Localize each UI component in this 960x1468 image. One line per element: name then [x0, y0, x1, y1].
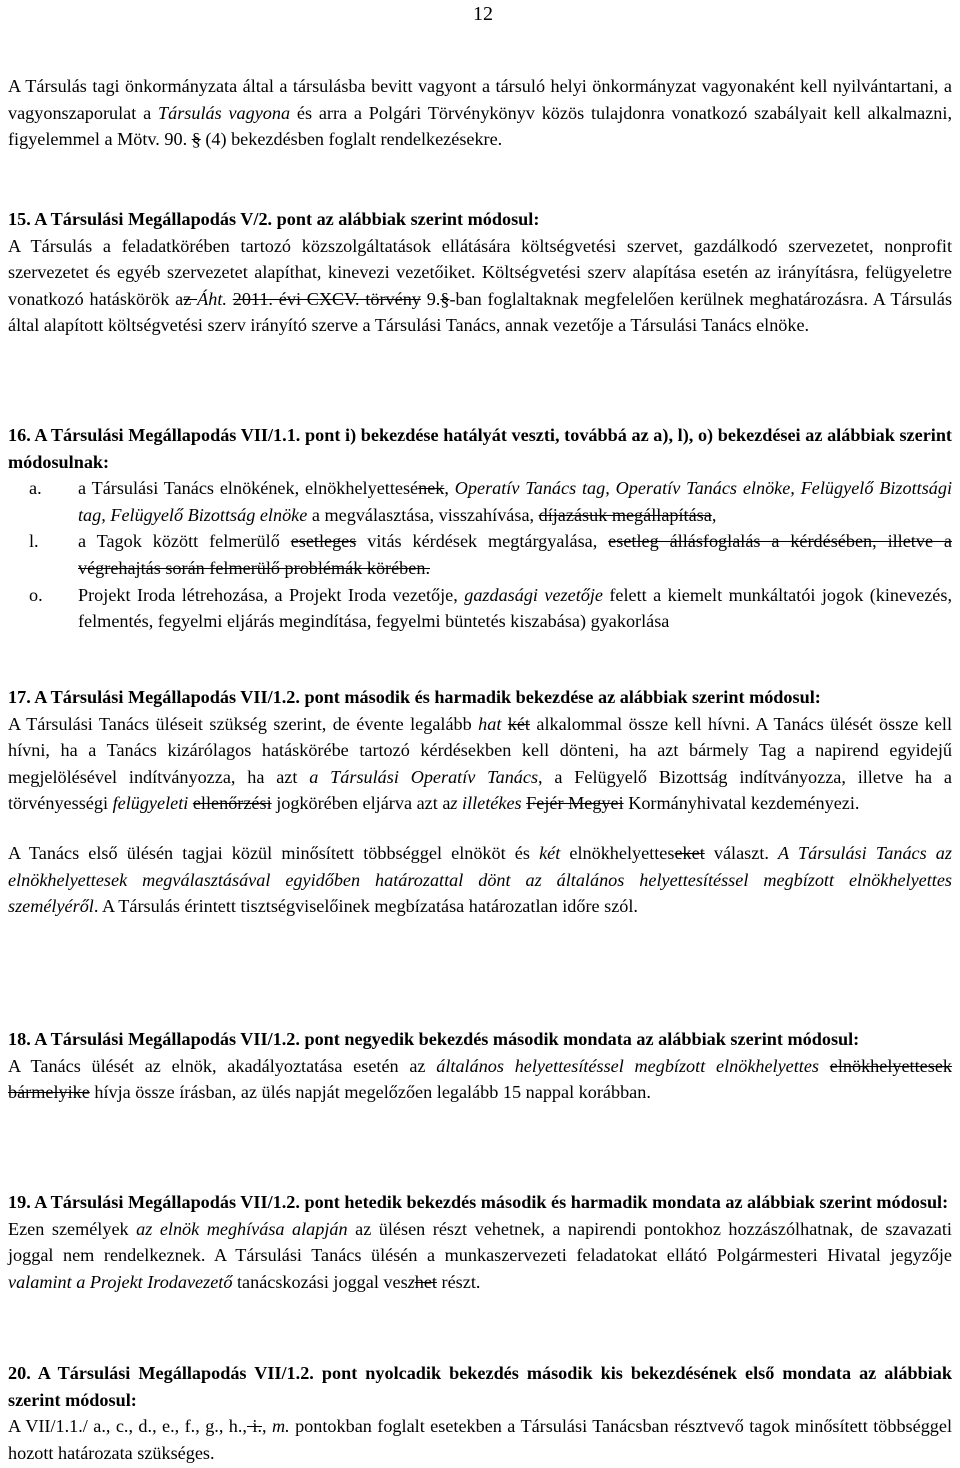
section-15-heading: 15. A Társulási Megállapodás V/2. pont az alábbiak szerint módosul: [8, 209, 540, 229]
list-item-o: o. Projekt Iroda létrehozása, a Projekt Iroda vezetője, gazdasági vezetője felett a kiemelt munkáltatói jogok (kinevezés, felmentés, fegyelmi eljárás megindítása, fegyelmi büntetés kiszabása) gyakorlása [29, 584, 952, 632]
section-17-paragraph-1: A Társulási Tanács üléseit szükség szerint, de évente legalább hat két alkalommal össze kell hívni. A Tanács ülését össze kell hívni, ha a Tanács kizárólagos hatáskörébe tartozó kérdésekben kell dönteni, ha azt bármely Tag a napirend egyidejű megjelölésével indítványozza, ha azt a Társulási Operatív Tanács, a Felügyelő Bizottság indítványozza, illetve ha a törvényességi felügyeleti ellenőrzési jogkörében eljárva azt az illetékes Fejér Megyei Kormányhivatal kezdeményezi. [8, 713, 953, 814]
list-item-a: a. a Társulási Tanács elnökének, elnökhelyettesének, Operatív Tanács tag, Operatív Tanács elnöke, Felügyelő Bizottsági tag, Felügyelő Bizottság elnöke a megválasztása, visszahívása, díjazásuk megállapítása, [29, 478, 953, 525]
intro-paragraph: A Társulás tagi önkormányzata által a társulásba bevitt vagyont a társuló helyi önkormányzat vagyonaként kell nyilvántartani, a vagyonszaporulat a Társulás vagyona és arra a Polgári Törvénykönyv közös tulajdonra vonatkozó szabályait kell alkalmazni, figyelemmel a Mötv. 90. § (4) bekezdésben foglalt rendelkezésekre. [8, 76, 952, 150]
section-20-body: A VII/1.1./ a., c., d., e., f., g., h., i., m. pontokban foglalt esetekben a Társulási Tanácsban résztvevő tagok minősített többséggel hozott határozata szükséges. [8, 1416, 953, 1463]
section-18-heading: 18. A Társulási Megállapodás VII/1.2. pont negyedik bekezdés második mondata az alábbiak szerint módosul: [8, 1029, 860, 1049]
section-17 [8, 684, 952, 920]
section-17-heading: 17. A Társulási Megállapodás VII/1.2. pont második és harmadik bekezdése az alábbiak szerint módosul: [8, 687, 821, 707]
page-number: 12 [473, 3, 493, 25]
section-19 [8, 1189, 952, 1295]
section-20-heading: 20. A Társulási Megállapodás VII/1.2. pont nyolcadik bekezdés második kis bekezdésének első mondata az alábbiak szerint módosul: [8, 1363, 952, 1410]
section-18 [8, 1026, 952, 1106]
section-18-body: A Tanács ülését az elnök, akadályoztatása esetén az általános helyettesítéssel megbízott elnökhelyettes elnökhelyettesek bármelyike hívja össze írásban, az ülés napját megelőzően legalább 15 nappal korábban. [8, 1055, 952, 1103]
section-19-heading: 19. A Társulási Megállapodás VII/1.2. pont hetedik bekezdés második és harmadik mondata az alábbiak szerint módosul: [8, 1192, 949, 1212]
section-19-body: Ezen személyek az elnök meghívása alapján az ülésen részt vehetnek, a napirendi pontokhoz hozzászólhatnak, de szavazati joggal nem rendelkeznek. A Társulási Tanács ülésén a munkaszervezeti feladatokat ellátó Polgármesteri Hivatal jegyzője valamint a Projekt Irodavezető tanácskozási joggal veszhet részt. [8, 1218, 952, 1292]
section-16-heading: 16. A Társulási Megállapodás VII/1.1. pont i) bekezdése hatályát veszti, továbbá az a), l), o) bekezdései az alábbiak szerint módosulnak: [8, 425, 952, 472]
section-17-paragraph-2: A Tanács első ülésén tagjai közül minősített többséggel elnököt és két elnökhelyetteseket választ. A Társulási Tanács az elnökhelyettesek megválasztásával egyidőben határozattal dönt az általános helyettesítéssel megbízott elnökhelyettes személyéről. A Társulás érintett tisztségviselőinek megbízatása határozatlan időre szól. [8, 842, 952, 917]
list-item-l: l. a Tagok között felmerülő esetleges vitás kérdések megtárgyalása, esetleg állásfoglalás a kérdésében, illetve a végrehajtás során felmerülő problémák körében. [29, 531, 952, 578]
section-15 [8, 206, 952, 339]
section-15-body: A Társulás a feladatkörében tartozó közszolgáltatások ellátására költségvetési szervet, gazdálkodó szervezetet, nonprofit szervezetet és egyéb szervezetet alapíthat, kinevezi vezetőiket. Költségvetési szerv alapítása esetén az irányításra, felügyeletre vonatkozó hatáskörök az Áht. 2011. évi CXCV. törvény 9.§-ban foglaltaknak megfelelően kerülnek meghatározásra. A Társulás által alapított költségvetési szerv irányító szerve a Társulási Tanács, annak vezetője a Társulási Tanács elnöke. [8, 235, 953, 336]
section-16 [8, 422, 952, 635]
section-20 [8, 1360, 952, 1466]
